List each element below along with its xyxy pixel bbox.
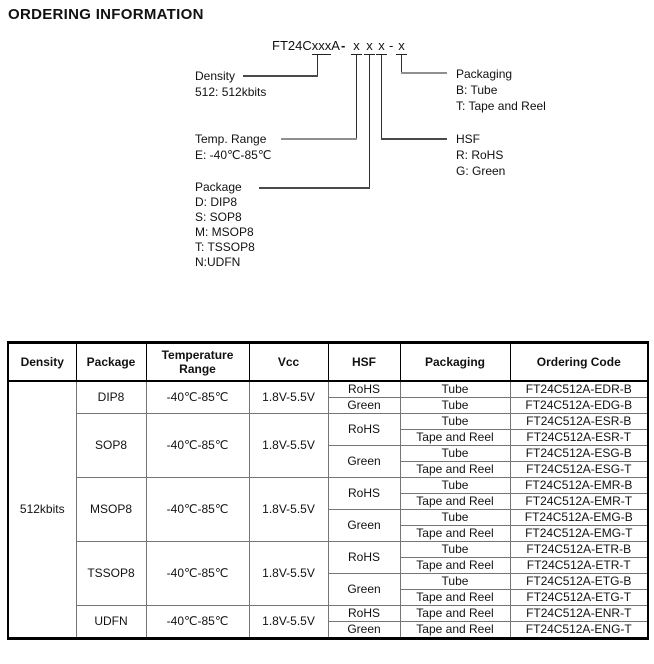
cell-packaging: Tube (400, 541, 510, 557)
cell-packaging: Tube (400, 445, 510, 461)
cell-ordering-code: FT24C512A-ENR-T (510, 605, 648, 621)
part-suffix: A (331, 38, 340, 53)
package-connector-vertical (369, 55, 370, 188)
col-header-package: Package (76, 343, 146, 381)
density-callout-option: 512: 512kbits (195, 85, 267, 99)
cell-ordering-code: FT24C512A-EMR-T (510, 493, 648, 509)
cell-ordering-code: FT24C512A-ESR-B (510, 413, 648, 429)
cell-hsf: RoHS (328, 541, 400, 573)
cell-ordering-code: FT24C512A-EDR-B (510, 381, 648, 398)
cell-packaging: Tape and Reel (400, 525, 510, 541)
package-callout-option: D: DIP8 (195, 195, 238, 209)
packaging-callout-option: T: Tape and Reel (456, 99, 546, 113)
cell-package: DIP8 (76, 381, 146, 414)
cell-package: MSOP8 (76, 477, 146, 541)
col-header-ordering-code: Ordering Code (510, 343, 648, 381)
cell-temp: -40℃-85℃ (146, 477, 249, 541)
cell-ordering-code: FT24C512A-ETG-T (510, 589, 648, 605)
table-row (8, 541, 648, 557)
part-x-package: x (364, 38, 375, 55)
col-header-vcc: Vcc (249, 343, 328, 381)
hsf-callout-option: R: RoHS (456, 148, 504, 162)
cell-vcc: 1.8V-5.5V (249, 541, 328, 605)
package-callout-option: N:UDFN (195, 255, 241, 269)
packaging-connector-vertical (401, 55, 402, 73)
table-row (8, 477, 648, 493)
cell-temp: -40℃-85℃ (146, 413, 249, 477)
cell-packaging: Tape and Reel (400, 589, 510, 605)
ordering-table-wrap (7, 341, 649, 640)
cell-package: SOP8 (76, 413, 146, 477)
package-callout-title: Package (195, 180, 242, 194)
part-dash-2: - (389, 38, 394, 53)
cell-hsf: RoHS (328, 477, 400, 509)
part-x-temp: x (351, 38, 362, 55)
part-prefix: FT24C (272, 38, 312, 53)
cell-packaging: Tube (400, 573, 510, 589)
cell-ordering-code: FT24C512A-ETR-B (510, 541, 648, 557)
col-header-hsf: HSF (328, 343, 400, 381)
cell-hsf: RoHS (328, 381, 400, 398)
package-callout (195, 180, 255, 270)
part-x-hsf: x (376, 38, 387, 55)
cell-ordering-code: FT24C512A-ESG-B (510, 445, 648, 461)
hsf-connector-vertical (381, 55, 382, 139)
packaging-callout-title: Packaging (456, 67, 513, 81)
cell-packaging: Tube (400, 477, 510, 493)
cell-packaging: Tape and Reel (400, 493, 510, 509)
packaging-callout-option: B: Tube (456, 83, 498, 97)
cell-ordering-code: FT24C512A-EMG-T (510, 525, 648, 541)
part-density-code: xxx (311, 38, 332, 53)
cell-vcc: 1.8V-5.5V (249, 605, 328, 638)
cell-ordering-code: FT24C512A-ETR-T (510, 557, 648, 573)
cell-vcc: 1.8V-5.5V (249, 413, 328, 477)
package-callout-option: S: SOP8 (195, 210, 242, 224)
cell-packaging: Tube (400, 509, 510, 525)
cell-ordering-code: FT24C512A-ESG-T (510, 461, 648, 477)
density-connector-vertical (317, 55, 318, 76)
cell-ordering-code: FT24C512A-ETG-B (510, 573, 648, 589)
part-number (272, 38, 340, 53)
cell-temp: -40℃-85℃ (146, 381, 249, 414)
cell-density: 512kbits (8, 381, 76, 639)
cell-temp: -40℃-85℃ (146, 541, 249, 605)
hsf-callout-option: G: Green (456, 164, 506, 178)
cell-packaging: Tape and Reel (400, 429, 510, 445)
package-callout-option: T: TSSOP8 (195, 240, 255, 254)
cell-hsf: Green (328, 445, 400, 477)
part-x-packaging: x (396, 38, 407, 55)
page-title: ORDERING INFORMATION (8, 6, 204, 23)
cell-hsf: RoHS (328, 605, 400, 621)
col-header-temperature-range: Temperature Range (146, 343, 249, 381)
cell-hsf: Green (328, 509, 400, 541)
cell-ordering-code: FT24C512A-EDG-B (510, 397, 648, 413)
hsf-callout-title: HSF (456, 132, 480, 146)
ordering-table (7, 341, 649, 640)
table-row (8, 381, 648, 398)
table-row (8, 413, 648, 429)
temp-range-callout-title: Temp. Range (195, 132, 267, 146)
cell-temp: -40℃-85℃ (146, 605, 249, 638)
cell-ordering-code: FT24C512A-EMG-B (510, 509, 648, 525)
table-header-row (8, 343, 648, 381)
cell-packaging: Tape and Reel (400, 621, 510, 638)
cell-packaging: Tape and Reel (400, 461, 510, 477)
cell-hsf: RoHS (328, 413, 400, 445)
cell-vcc: 1.8V-5.5V (249, 381, 328, 414)
cell-package: TSSOP8 (76, 541, 146, 605)
hsf-connector-horizontal (381, 138, 447, 140)
hsf-callout (456, 131, 505, 179)
cell-packaging: Tape and Reel (400, 557, 510, 573)
cell-packaging: Tube (400, 397, 510, 413)
cell-vcc: 1.8V-5.5V (249, 477, 328, 541)
cell-packaging: Tube (400, 381, 510, 398)
cell-hsf: Green (328, 397, 400, 413)
temp-range-callout-option: E: -40℃-85℃ (195, 148, 272, 162)
col-header-density: Density (8, 343, 76, 381)
package-callout-option: M: MSOP8 (195, 225, 254, 239)
packaging-connector-horizontal (401, 72, 447, 74)
packaging-callout (456, 66, 546, 114)
temp-range-connector-horizontal (281, 138, 357, 140)
cell-packaging: Tube (400, 413, 510, 429)
temp-range-connector-vertical (356, 55, 357, 139)
cell-ordering-code: FT24C512A-ESR-T (510, 429, 648, 445)
cell-hsf: Green (328, 621, 400, 638)
density-callout-title: Density (195, 69, 236, 83)
col-header-packaging: Packaging (400, 343, 510, 381)
density-callout (195, 68, 266, 100)
table-row (8, 605, 648, 621)
cell-hsf: Green (328, 573, 400, 605)
cell-ordering-code: FT24C512A-ENG-T (510, 621, 648, 638)
part-dash-1: - (341, 38, 346, 53)
cell-package: UDFN (76, 605, 146, 638)
cell-ordering-code: FT24C512A-EMR-B (510, 477, 648, 493)
package-connector-horizontal (259, 187, 370, 189)
cell-packaging: Tape and Reel (400, 605, 510, 621)
temp-range-callout (195, 131, 271, 163)
